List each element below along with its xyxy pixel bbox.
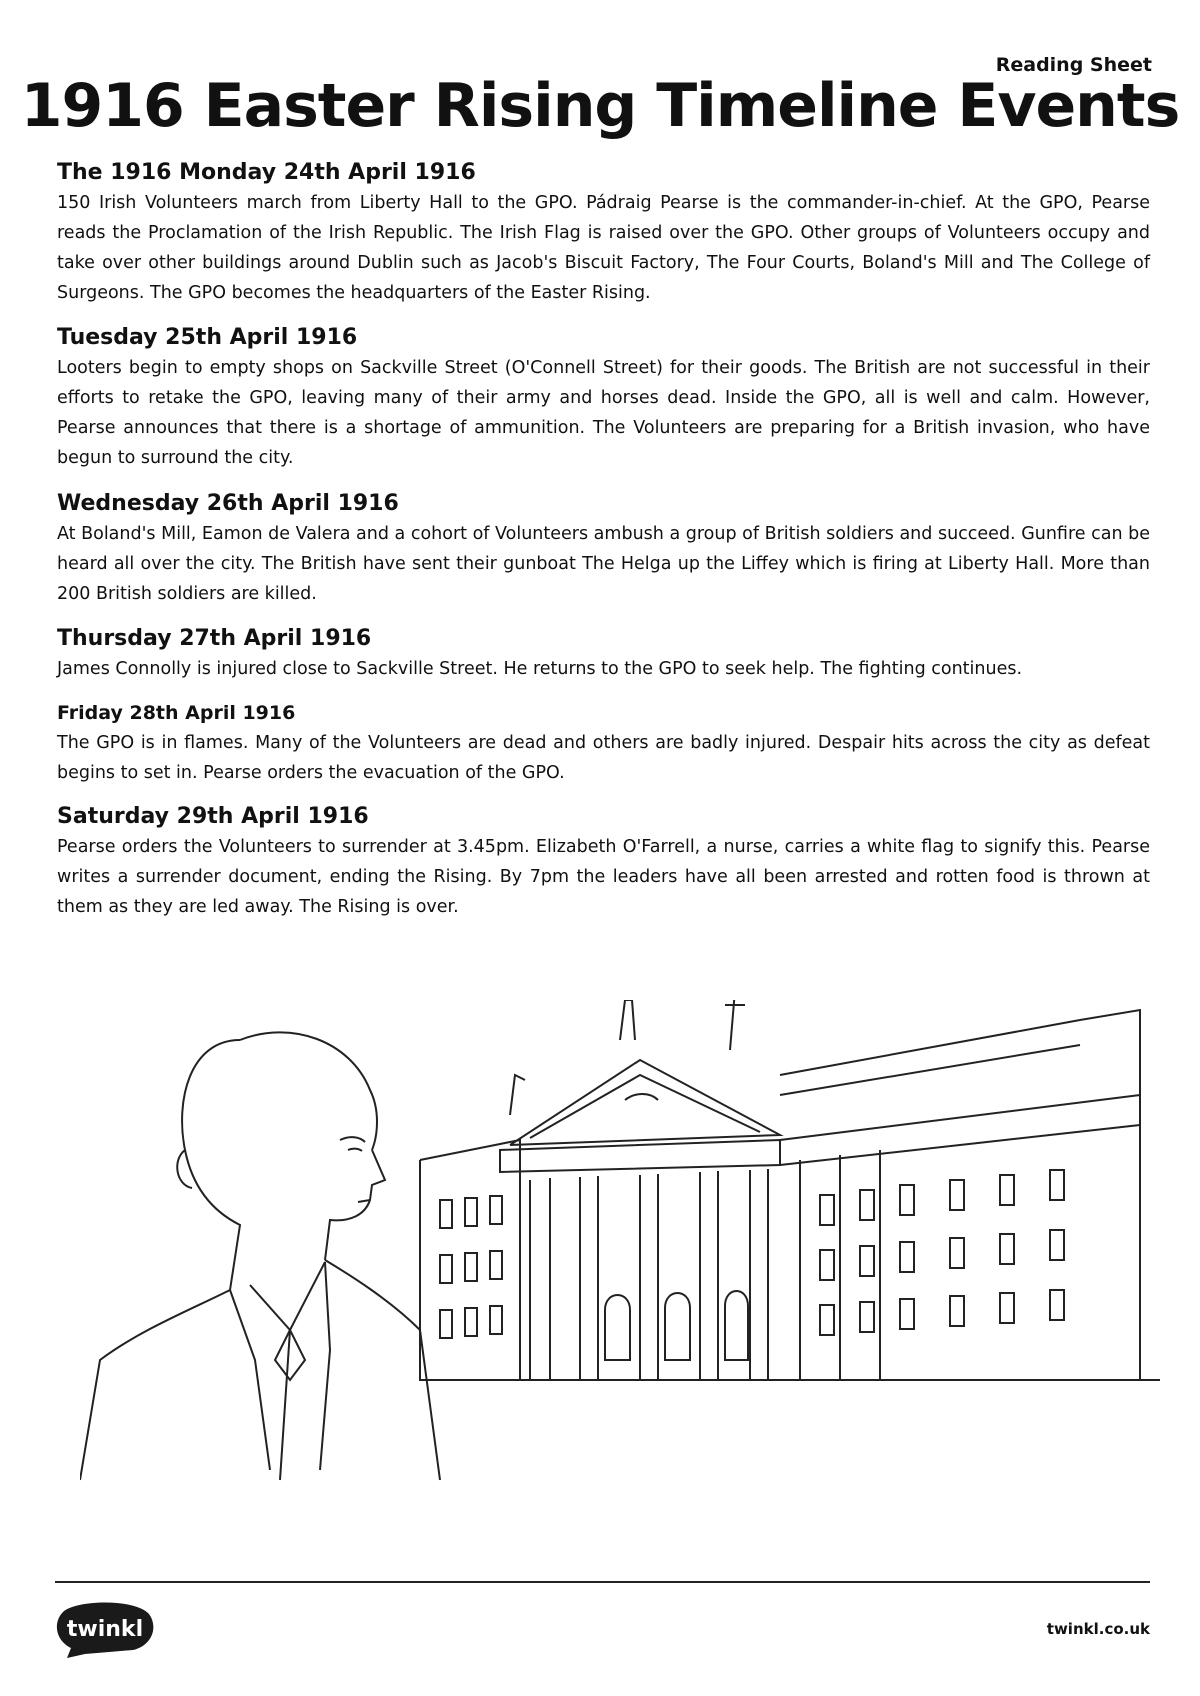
footer-divider [55,1581,1150,1583]
footer-url: twinkl.co.uk [1046,1620,1150,1638]
illustration-pearse-gpo [80,1000,1160,1500]
timeline [57,158,1150,922]
timeline-entry-thursday [57,624,1150,684]
entry-body: Looters begin to empty shops on Sackville Street (O'Connell Street) for their goods. The British are not successful in their efforts to retake the GPO, leaving many of their army and horses dead. Inside the GPO, all is well and calm. However, Pearse announces that there is a shortage of ammunition. The Volunteers are preparing for a British invasion, who have begun to surround the city. [57,358,1150,468]
timeline-entry-saturday [57,802,1150,922]
gpo-building-illustration [420,1000,1160,1380]
timeline-entry-friday [57,698,1150,788]
entry-heading: Saturday 29th April 1916 [57,804,369,829]
entry-heading: Friday 28th April 1916 [57,702,296,724]
entry-body: Pearse orders the Volunteers to surrender at 3.45pm. Elizabeth O'Farrell, a nurse, carries a white flag to signify this. Pearse writes a surrender document, ending the Rising. By 7pm the leaders have all been arrested and rotten food is thrown at them as they are led away. The Rising is over. [57,837,1150,917]
timeline-entry-monday [57,158,1150,308]
entry-heading: Wednesday 26th April 1916 [57,491,399,516]
timeline-entry-tuesday [57,323,1150,473]
entry-body: The GPO is in flames. Many of the Volunteers are dead and others are badly injured. Despair hits across the city as defeat begins to set in. Pearse orders the evacuation of the GPO. [57,733,1150,783]
twinkl-logo [55,1600,155,1658]
entry-body: At Boland's Mill, Eamon de Valera and a cohort of Volunteers ambush a group of British soldiers and succeed. Gunfire can be heard all over the city. The British have sent their gunboat The Helga up the Liffey which is firing at Liberty Hall. More than 200 British soldiers are killed. [57,524,1150,604]
entry-heading: Tuesday 25th April 1916 [57,325,358,350]
page-title: 1916 Easter Rising Timeline Events [20,71,1180,141]
timeline-entry-wednesday [57,489,1150,609]
entry-heading: Thursday 27th April 1916 [57,626,372,651]
entry-body: 150 Irish Volunteers march from Liberty Hall to the GPO. Pádraig Pearse is the commander-in-chief. At the GPO, Pearse reads the Proclamation of the Irish Republic. The Irish Flag is raised over the GPO. Other groups of Volunteers occupy and take over other buildings around Dublin such as Jacob's Biscuit Factory, The Four Courts, Boland's Mill and The College of Surgeons. The GPO becomes the headquarters of the Easter Rising. [57,193,1150,303]
logo-text: twinkl [66,1617,144,1642]
portrait-illustration [80,1032,440,1480]
entry-heading: The 1916 Monday 24th April 1916 [57,160,476,185]
entry-body: James Connolly is injured close to Sackville Street. He returns to the GPO to seek help. The fighting continues. [57,659,1023,679]
reading-sheet-label: Reading Sheet [995,54,1152,76]
